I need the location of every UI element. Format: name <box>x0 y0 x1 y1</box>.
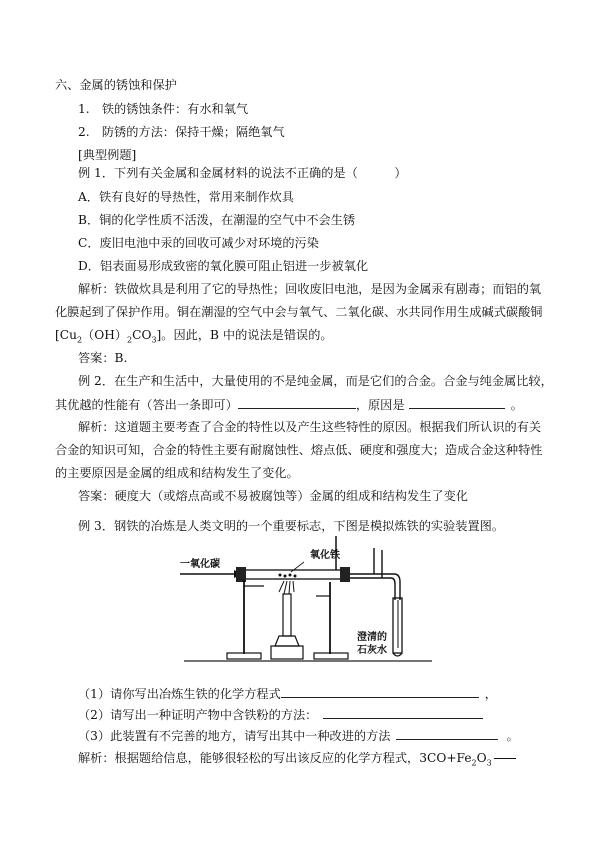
rust-condition: 1. 铁的锈蚀条件：有水和氧气 <box>78 102 249 116</box>
example-3-intro: 例 3．钢铁的冶炼是人类文明的一个重要标志，下图是模拟炼铁的实验装置图。 <box>78 519 505 533</box>
example-1-analysis-line-3: $[Cu_2(OH)_2CO_3]$。因此，B 中的说法是错误的。 <box>55 328 333 345</box>
example-1-option-d: D．铝表面易形成致密的氧化膜可阻止铝进一步被氧化 <box>78 259 369 273</box>
label-iron-oxide: 氧化铁 <box>310 550 340 561</box>
equation-arrow-line <box>494 758 516 759</box>
answer-blank-improvement[interactable] <box>396 727 498 740</box>
answer-blank-property[interactable] <box>238 396 356 409</box>
example-3-question-1: （1）请你写出冶炼生铁的化学方程式 ， <box>78 687 497 701</box>
example-1-analysis-line-1: 解析：铁做炊具是利用了它的导热性；回收废旧电池，是因为金属汞有剧毒；而铝的氧 <box>78 282 542 296</box>
section-title: 六、金属的锈蚀和保护 <box>55 78 177 92</box>
example-1-analysis-line-2: 化膜起到了保护作用。铜在潮湿的空气中会与氧气、二氧化碳、水共同作用生成碱式碳酸铜 <box>55 305 543 319</box>
example-2-analysis-line-1: 解析：这道题主要考查了合金的特性以及产生这些特性的原因。根据我们所认识的有关 <box>78 420 542 434</box>
example-1-question: 例 1．下列有关金属和金属材料的说法不正确的是（ ） <box>78 166 407 180</box>
example-3-question-3: （3）此装置有不完善的地方，请写出其中一种改进的方法 。 <box>78 729 519 743</box>
example-2-question-line-1: 例 2．在生产和生活中，大量使用的不是纯金属，而是它们的合金。合金与纯金属比较， <box>78 374 553 388</box>
example-2-answer: 答案：硬度大（或熔点高或不易被腐蚀等）金属的组成和结构发生了变化 <box>78 489 468 503</box>
label-limewater-2: 石灰水 <box>357 645 387 656</box>
answer-blank-equation[interactable] <box>281 685 479 698</box>
example-3-analysis: 解析：根据题给信息，能够很轻松的写出该反应的化学方程式，$3CO+Fe_2O_3$ <box>78 750 516 766</box>
example-2-analysis-line-3: 的主要原因是金属的组成和结构发生了变化。 <box>55 466 299 480</box>
iron-smelting-apparatus <box>176 536 436 664</box>
label-limewater-1: 澄清的 <box>357 632 387 643</box>
burner-flame <box>279 581 294 594</box>
answer-blank-iron-proof[interactable] <box>323 706 483 719</box>
example-2-question-line-2: 其优越的性能有（答出一条即可） ，原因是 。 <box>55 398 523 412</box>
example-1-answer: 答案：B. <box>78 351 128 365</box>
typical-examples-heading: [典型例题] <box>78 148 137 162</box>
iron-oxide-powder <box>279 574 297 578</box>
label-carbon-monoxide: 一氧化碳 <box>180 559 220 570</box>
example-2-analysis-line-2: 合金的知识可知，合金的特性主要有耐腐蚀性、熔点低、硬度和强度大；造成合金这种特性 <box>55 443 543 457</box>
answer-blank-reason[interactable] <box>409 396 505 409</box>
example-3-question-2: （2）请写出一种证明产物中含铁粉的方法： <box>78 706 483 723</box>
example-1-option-a: A．铁有良好的导热性，常用来制作炊具 <box>78 190 294 204</box>
example-1-option-b: B．铜的化学性质不活泼，在潮湿的空气中不会生锈 <box>78 213 356 227</box>
example-1-option-c: C．废旧电池中汞的回收可减少对环境的污染 <box>78 236 319 250</box>
rust-prevention: 2. 防锈的方法：保持干燥；隔绝氧气 <box>78 125 285 139</box>
